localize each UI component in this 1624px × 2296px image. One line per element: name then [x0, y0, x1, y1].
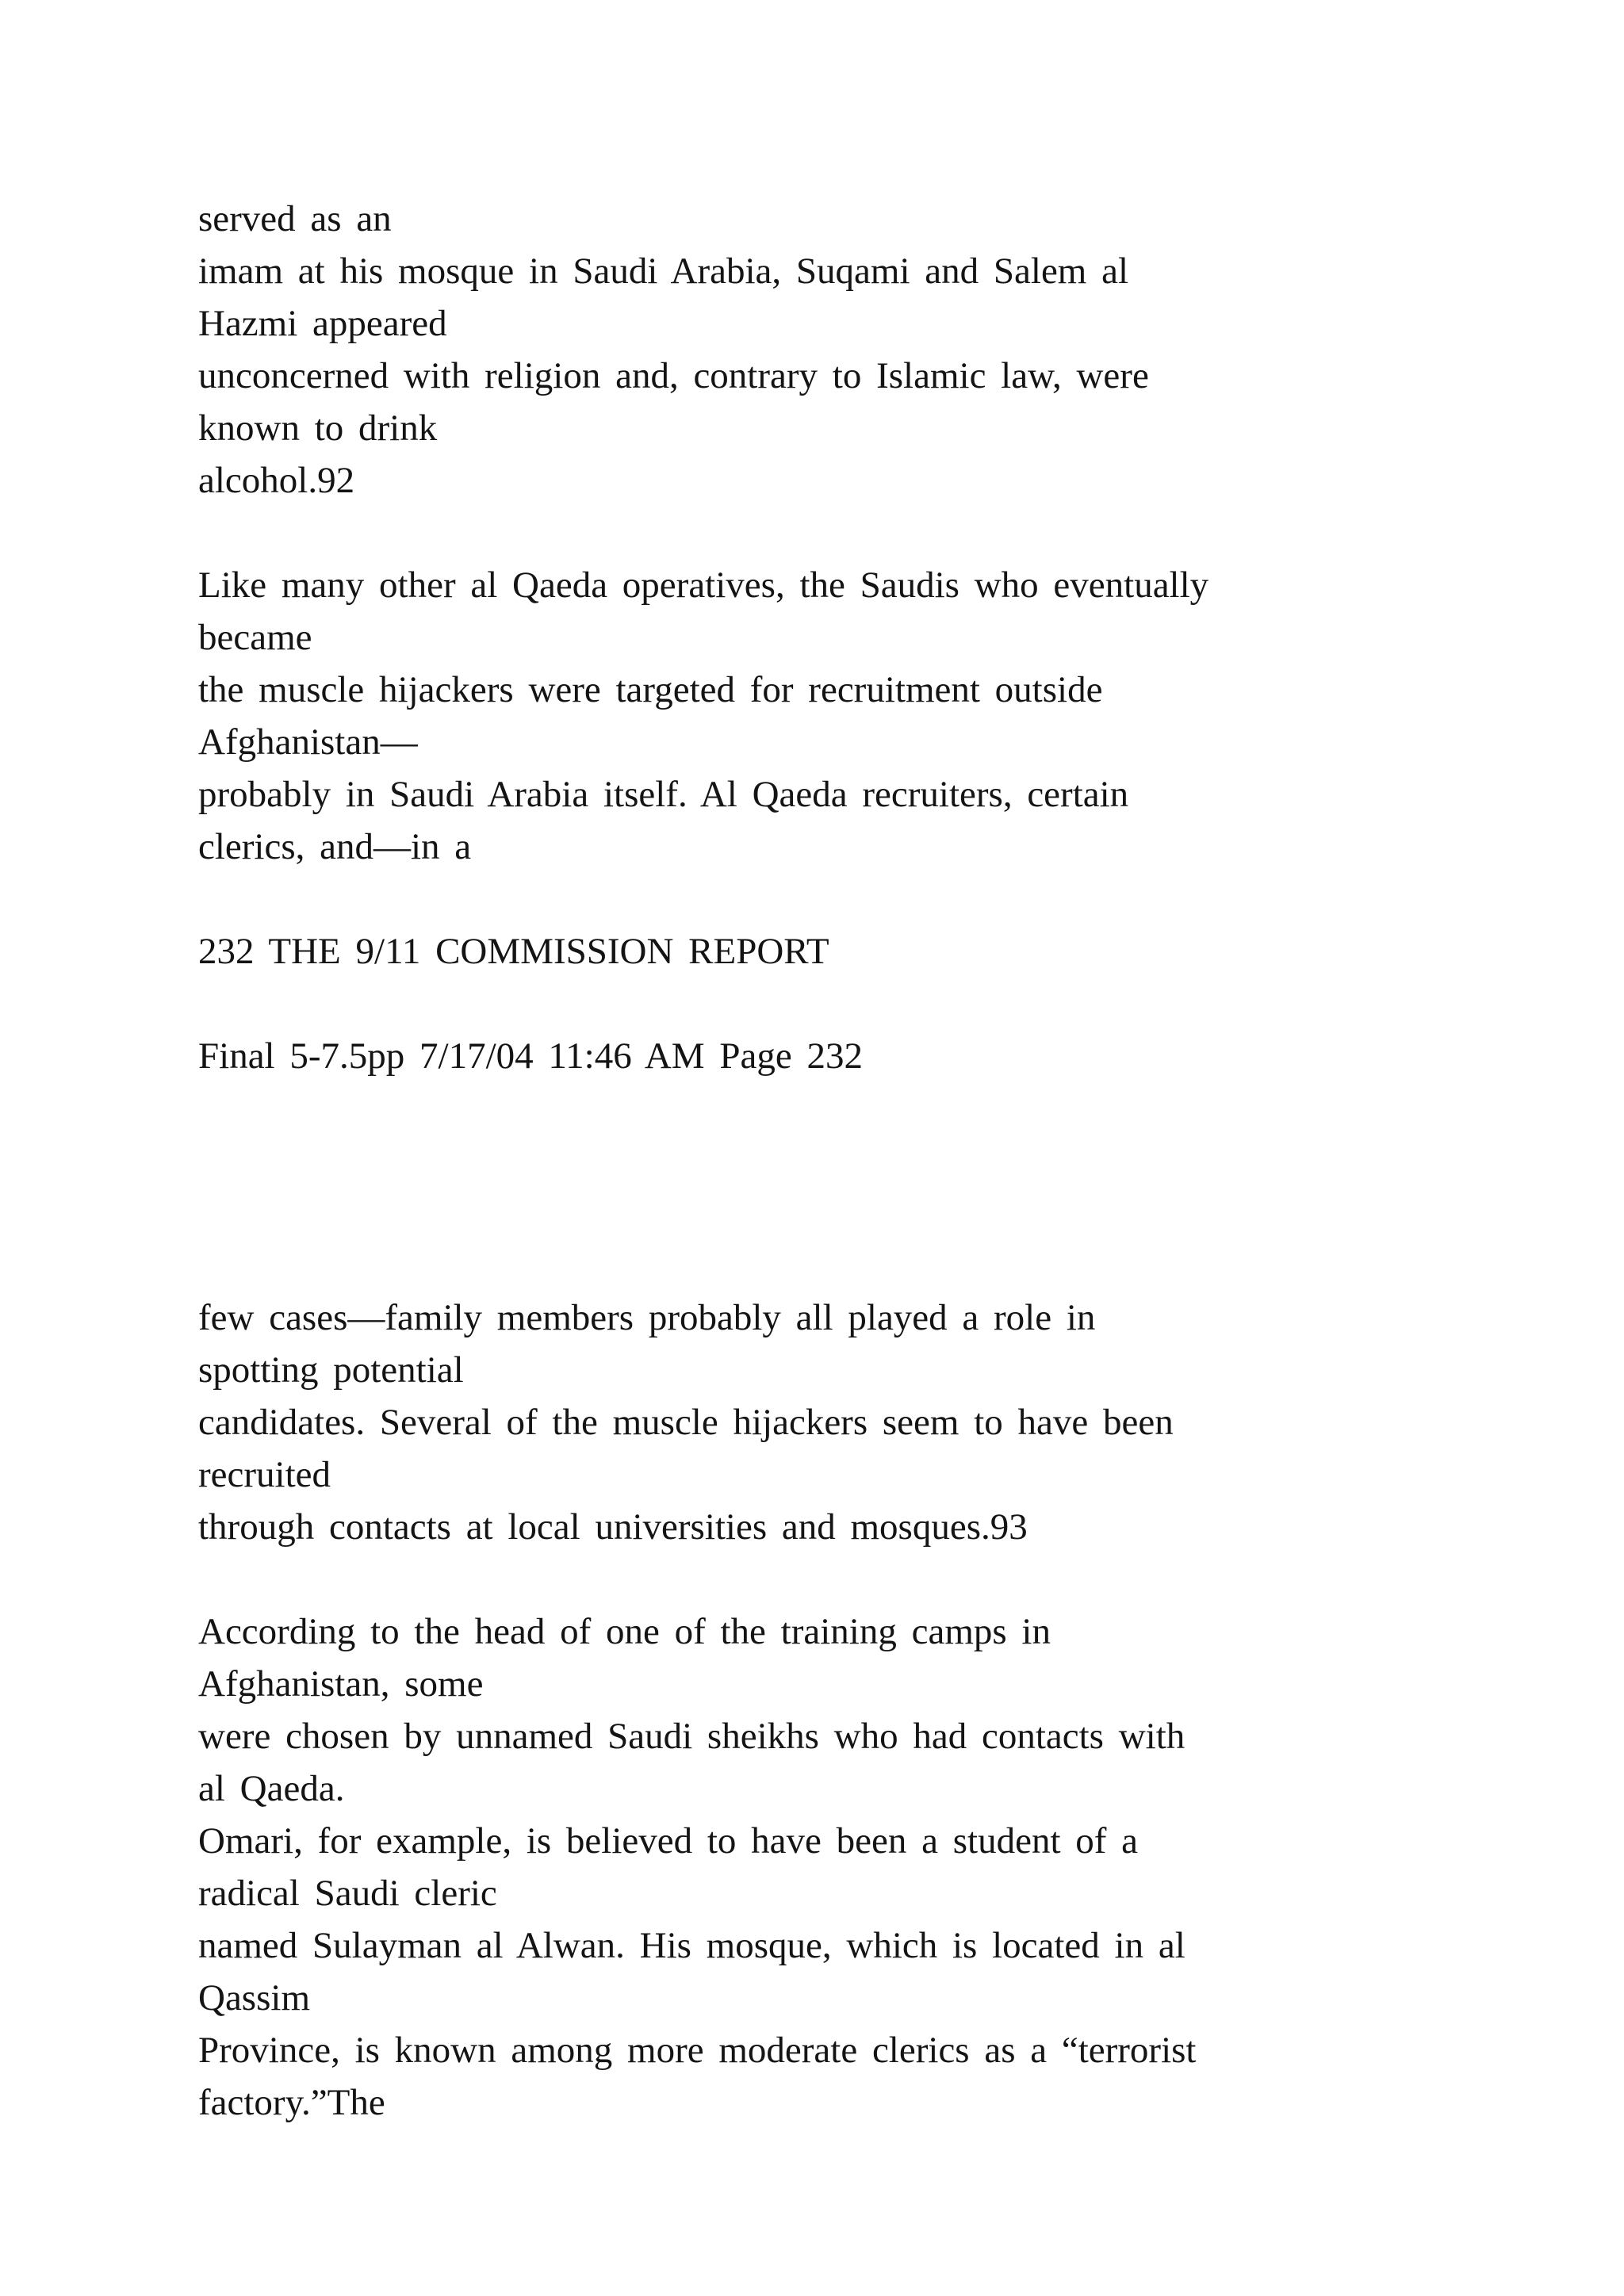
text-line: clerics, and—in a [198, 826, 472, 867]
text-line: the muscle hijackers were targeted for recruitment outside [198, 669, 1103, 710]
running-title: 232 THE 9/11 COMMISSION REPORT [198, 931, 829, 972]
paragraph-continuation [198, 193, 1499, 507]
text-line: Afghanistan— [198, 721, 418, 763]
text-line: Omari, for example, is believed to have been a student of a [198, 1820, 1139, 1862]
paragraph-spotting [198, 1292, 1499, 1553]
text-line: through contacts at local universities and mosques.93 [198, 1506, 1028, 1548]
text-line: al Qaeda. [198, 1768, 345, 1809]
text-line: alcohol.92 [198, 460, 355, 501]
text-line: unconcerned with religion and, contrary to Islamic law, were [198, 355, 1149, 396]
text-line: served as an [198, 198, 392, 239]
text-line: Province, is known among more moderate clerics as a “terrorist [198, 2030, 1197, 2071]
text-line: named Sulayman al Alwan. His mosque, which is located in al [198, 1925, 1185, 1966]
paragraph-recruitment [198, 559, 1499, 873]
paragraph-gap [198, 507, 1499, 559]
text-line: Afghanistan, some [198, 1663, 484, 1705]
text-column [198, 193, 1499, 2129]
text-line: spotting potential [198, 1349, 464, 1391]
paragraph-gap [198, 1553, 1499, 1605]
print-slug-line: Final 5-7.5pp 7/17/04 11:46 AM Page 232 [198, 1035, 863, 1077]
text-line: became [198, 617, 312, 658]
text-line: few cases—family members probably all played a role in [198, 1297, 1096, 1338]
text-line: probably in Saudi Arabia itself. Al Qaeda recruiters, certain [198, 774, 1129, 815]
text-line: candidates. Several of the muscle hijackers seem to have been [198, 1402, 1174, 1443]
text-line: recruited [198, 1454, 331, 1495]
paragraph-gap [198, 978, 1499, 1030]
text-line: factory.”The [198, 2082, 385, 2123]
text-line: known to drink [198, 408, 438, 449]
text-line: Qassim [198, 1977, 310, 2019]
text-line: radical Saudi cleric [198, 1873, 497, 1914]
paragraph-training-camps [198, 1605, 1499, 2129]
page-break-gap [198, 1082, 1499, 1292]
text-line: Like many other al Qaeda operatives, the Saudis who eventually [198, 564, 1209, 606]
text-line: According to the head of one of the training camps in [198, 1611, 1051, 1652]
text-line: imam at his mosque in Saudi Arabia, Suqami and Salem al [198, 251, 1129, 292]
paragraph-gap [198, 873, 1499, 925]
text-line: Hazmi appeared [198, 303, 447, 344]
text-line: were chosen by unnamed Saudi sheikhs who had contacts with [198, 1716, 1185, 1757]
